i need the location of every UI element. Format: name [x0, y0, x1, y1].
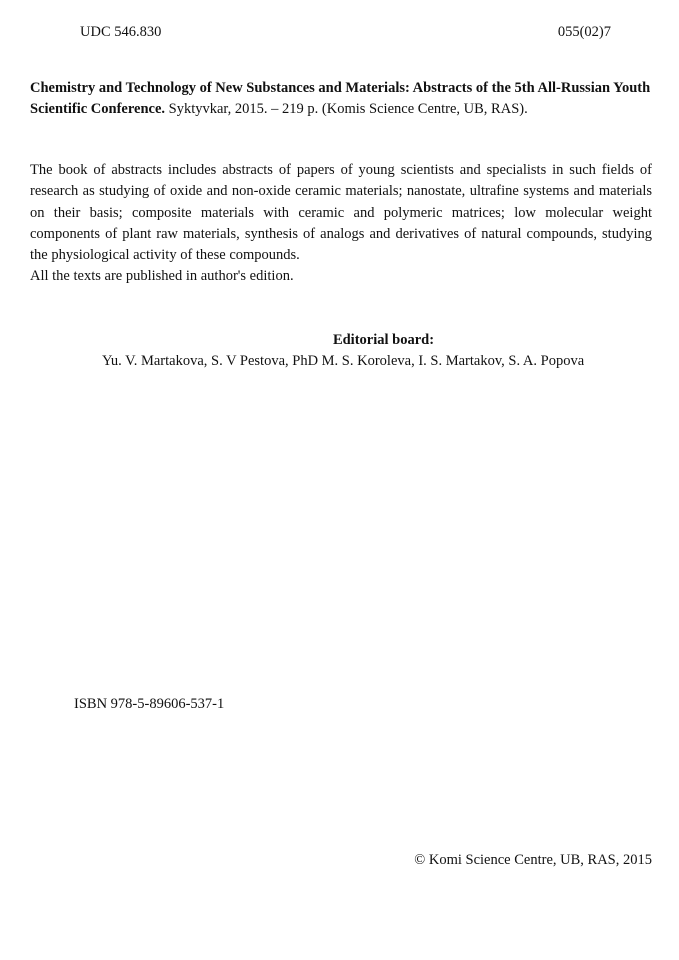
abstract-paragraph: The book of abstracts includes abstracts of papers of young scientists and specialists in such fields of research as studying of oxide and non-oxide ceramic materials; nanostate, ultrafine systems and materials on their basis; composite materials with ceramic and polymeric matrices; low molecular weight components of plant raw materials, synthesis of analogs and derivatives of natural compounds, studying the physiological activity of these compounds.: [30, 162, 652, 264]
isbn-number: ISBN 978-5-89606-537-1: [74, 696, 225, 712]
copyright-notice: © Komi Science Centre, UB, RAS, 2015: [414, 852, 652, 868]
publication-code: 055(02)7: [557, 24, 611, 40]
editorial-board-heading: Editorial board:: [332, 332, 435, 348]
editorial-board-members: Yu. V. Martakova, S. V Pestova, PhD M. S. Koroleva, I. S. Martakov, S. A. Popova: [102, 353, 585, 369]
abstract-block: [30, 160, 652, 288]
book-title: Chemistry and Technology of New Substances and Materials: Abstracts of the 5th All-Russian Youth Scientific Conference.: [30, 80, 651, 117]
bibliographic-citation: [30, 78, 653, 120]
udc-code: UDC 546.830: [80, 24, 162, 40]
publication-details: Syktyvkar, 2015. – 219 p. (Komis Science Centre, UB, RAS).: [165, 101, 528, 117]
edition-note: All the texts are published in author's edition.: [30, 268, 294, 285]
